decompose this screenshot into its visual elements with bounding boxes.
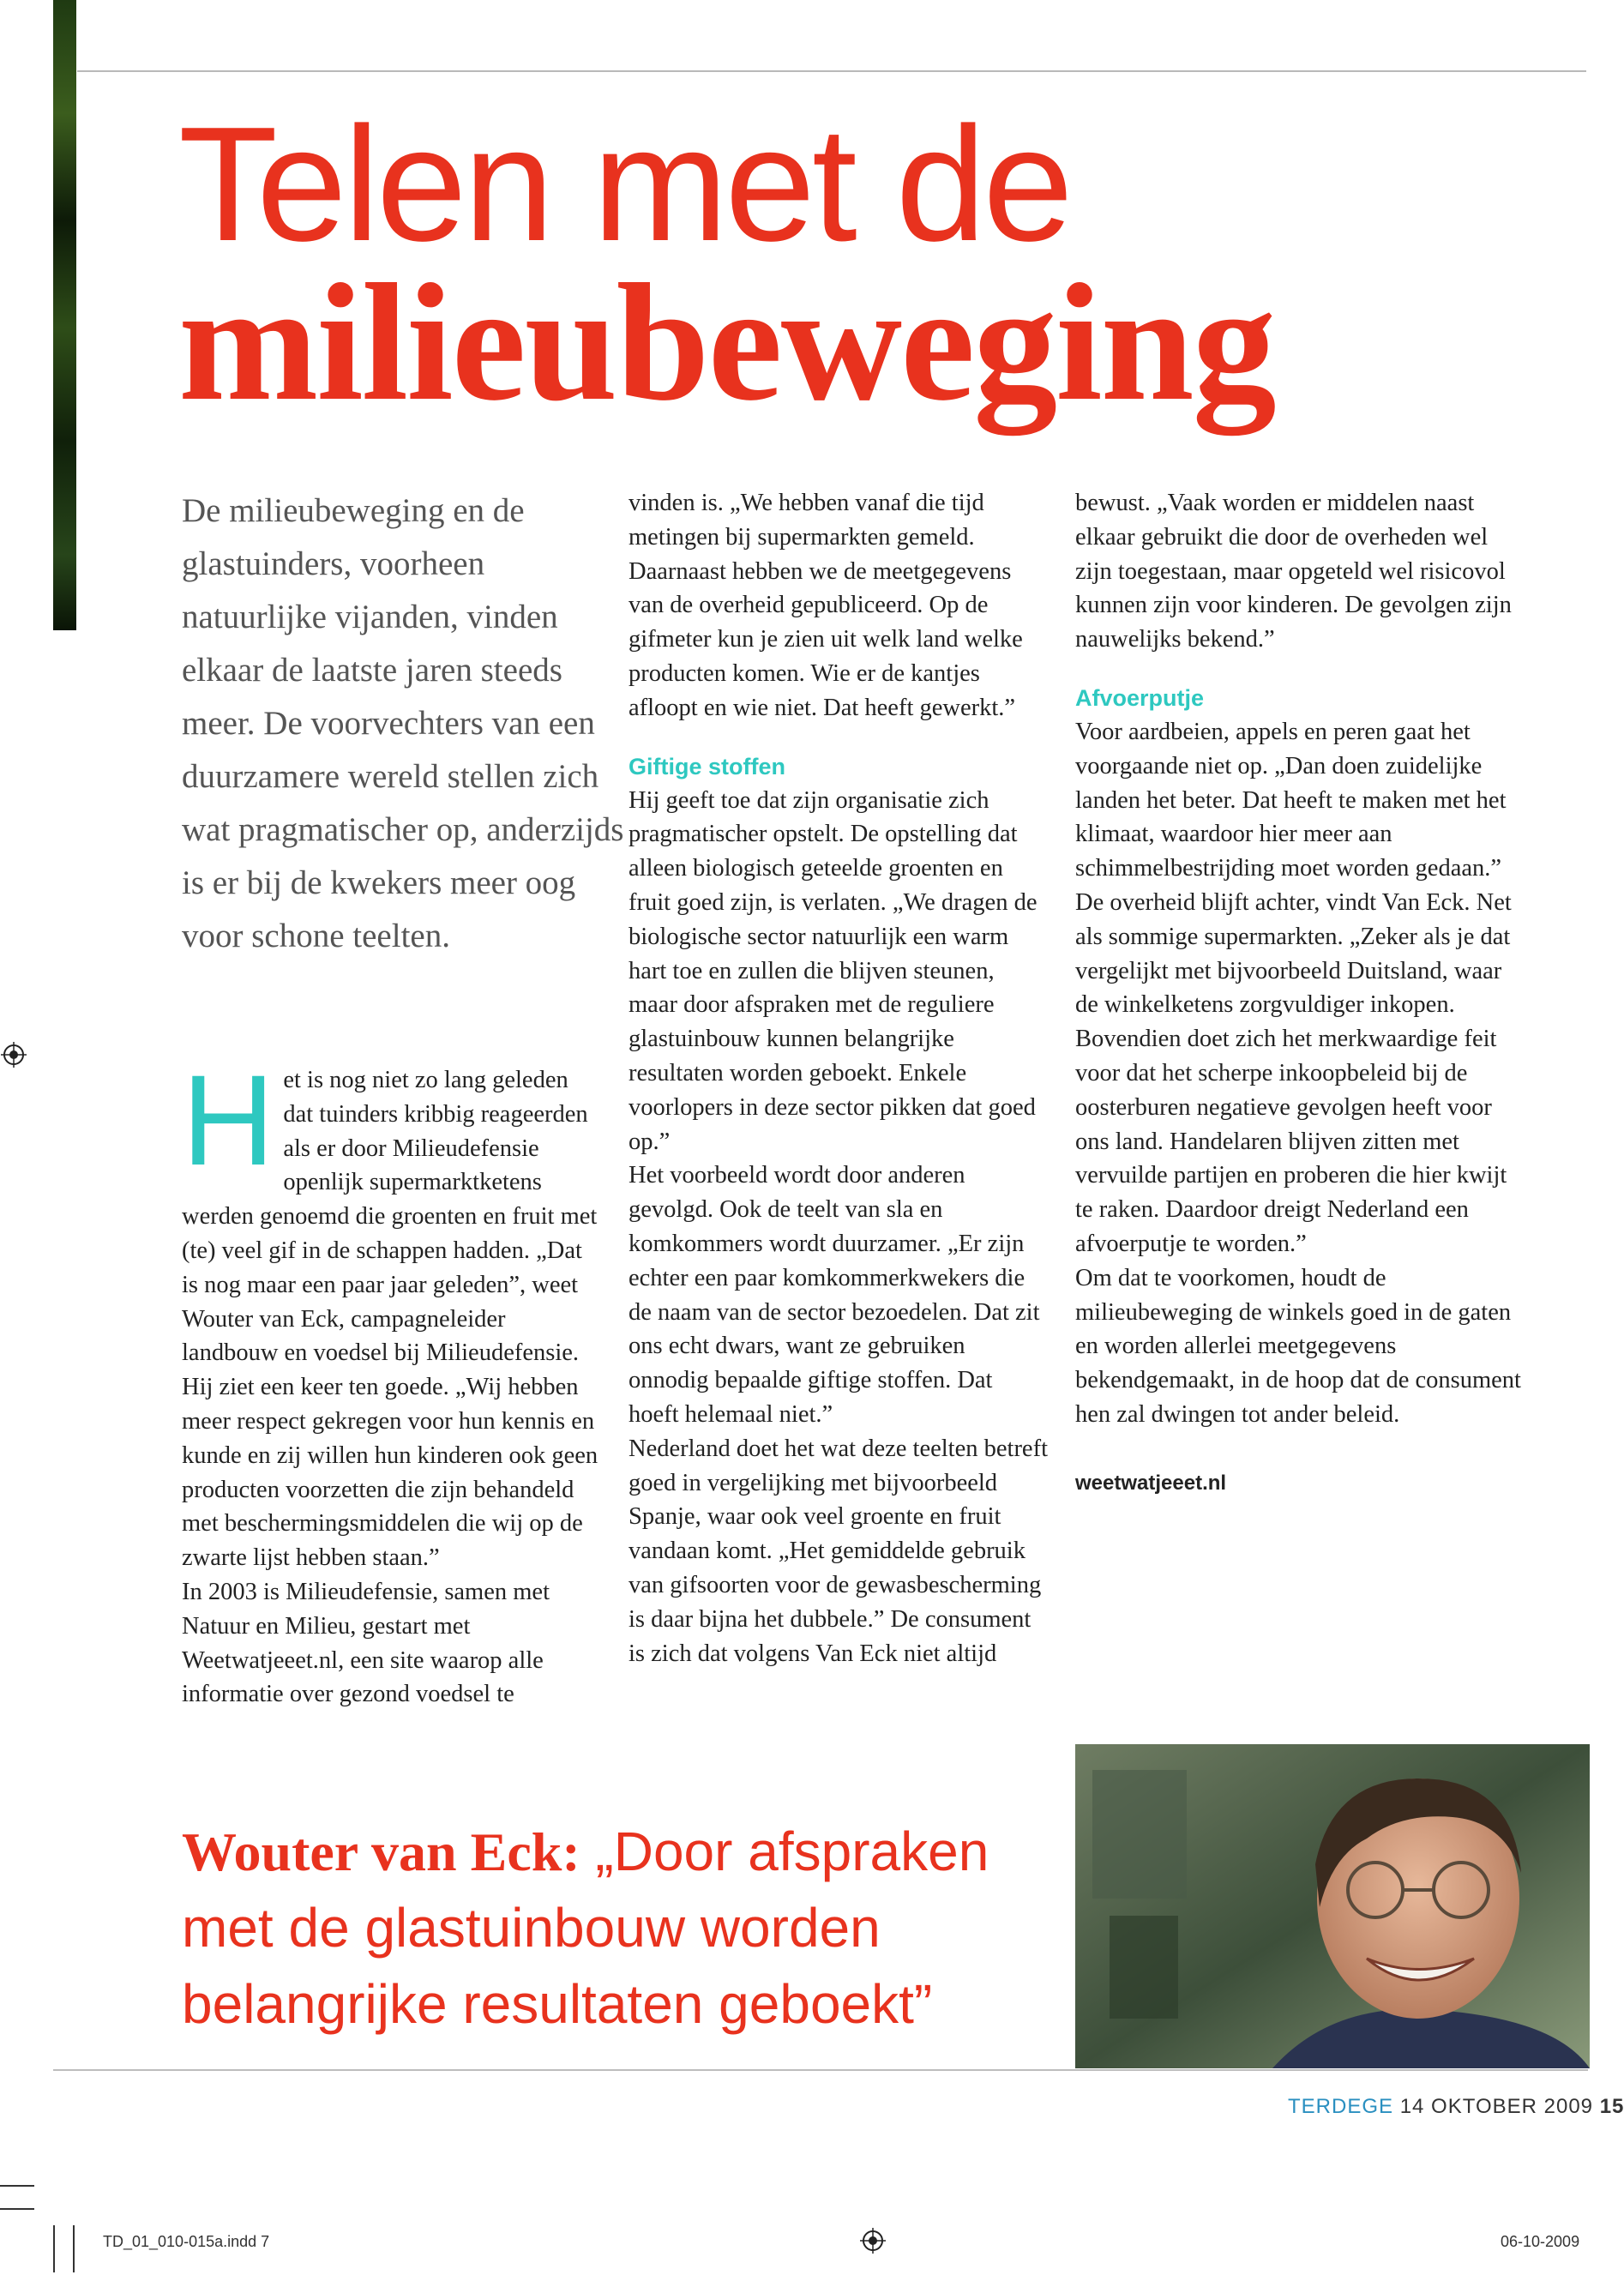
portrait-photo	[1075, 1744, 1590, 2068]
slug-filename: TD_01_010-015a.indd 7	[103, 2233, 270, 2250]
paragraph: Nederland doet het wat deze teelten betreft goed in vergelijking met bijvoorbeeld Spanje, waar ook veel groente en fruit vandaan komt. „Het gemiddelde gebruik van gifsoorten voor de gewasbescherming is daar bijna het dubbele.” De consument is zich dat volgens Van Eck niet altijd	[629, 1435, 1048, 1667]
paragraph: Om dat te voorkomen, houdt de milieubeweging de winkels goed in de gaten en worden allerlei meetgegevens bekendgemaakt, in de hoop dat de consument hen zal dwingen tot ander beleid.	[1075, 1264, 1521, 1428]
paragraph: Het voorbeeld wordt door anderen gevolgd. Ook de teelt van sla en komkommers wordt duurzamer. „Er zijn echter een paar komkommerkwekers die de naam van de sector bezoedelen. Dat zit ons echt dwars, want ze gebruiken onnodig bepaalde giftige stoffen. Dat hoeft helemaal niet.”	[629, 1162, 1040, 1428]
intro-text: De milieubeweging en de glastuinders, voorheen natuurlijke vijanden, vinden elkaar de laatste jaren steeds meer. De voorvechters van een duurzamere wereld stellen zich wat pragmatischer op, anderzijds is er bij de kwekers meer oog voor schone teelten.	[182, 492, 624, 954]
pull-quote-name: Wouter van Eck:	[182, 1821, 580, 1882]
column-2	[629, 486, 1049, 1670]
portrait-illustration	[1075, 1744, 1590, 2068]
paragraph: De overheid blijft achter, vindt Van Eck. Net als sommige supermarkten. „Zeker als je dat vergelijkt met bijvoorbeeld Duitsland, waar de winkelketens zorgvuldiger inkopen. Bovendien doet zich het merkwaardige feit voor dat het scherpe inkoopbeleid bij de oosterburen negatieve gevolgen heeft voor ons land. Handelaren blijven zitten met vervuilde partijen en proberen die hier kwijt te raken. Daardoor dreigt Nederland een afvoerputje te worden.”	[1075, 888, 1512, 1257]
paragraph-text: et is nog niet zo lang geleden dat tuinders kribbig reageerden als er door Milieudefensie openlijk supermarktketens werden genoemd die groenten en fruit met (te) veel gif in de schappen hadden. „Dat is nog maar een paar jaar geleden”, weet Wouter van Eck, campagneleider landbouw en voedsel bij Milieudefensie. Hij ziet een keer ten goede. „Wij hebben meer respect gekregen voor hun kennis en kunde en zij willen hun kinderen ook geen producten voorzetten die zijn behandeld met beschermingsmiddelen die wij op de zwarte lijst hebben staan.”	[182, 1067, 598, 1572]
page-footer	[1288, 2095, 1624, 2119]
paragraph: Voor aardbeien, appels en peren gaat het voorgaande niet op. „Dan doen zuidelijke landen het beter. Dat heeft te maken met het klimaat, waardoor hier meer aan schimmelbestrijding moet worden gedaan.”	[1075, 718, 1507, 882]
subheading-giftige-stoffen: Giftige stoffen	[629, 753, 785, 779]
intro-paragraph	[182, 484, 628, 963]
registration-mark-icon	[860, 2228, 886, 2254]
slug-date: 06-10-2009	[1501, 2233, 1580, 2250]
page-number: 15	[1599, 2095, 1624, 2118]
bottom-rule	[53, 2069, 1588, 2071]
paragraph	[182, 1048, 602, 1575]
crop-mark	[0, 2208, 34, 2210]
crop-mark	[73, 2225, 75, 2272]
headline-line2: milieubeweging	[178, 250, 1275, 436]
top-rule	[77, 70, 1586, 72]
column-1	[182, 1048, 602, 1712]
pull-quote-text: „Door afspraken met de glastuinbouw worden belangrijke resultaten geboekt”	[182, 1821, 989, 2035]
paragraph: Hij geeft toe dat zijn organisatie zich pragmatischer opstelt. De opstelling dat alleen biologisch geteelde groenten en fruit goed zijn, is verlaten. „We dragen de biologische sector natuurlijk een warm hart toe en zullen die blijven steunen, maar door afspraken met de reguliere glastuinbouw kunnen belangrijke resultaten worden geboekt. Enkele voorlopers in deze sector pikken dat goed op.”	[629, 786, 1038, 1155]
website-link[interactable]: weetwatjeeet.nl	[1075, 1471, 1227, 1495]
column-3	[1075, 486, 1521, 1501]
paragraph: vinden is. „We hebben vanaf die tijd metingen bij supermarkten gemeld. Daarnaast hebben we de meetgegevens van de overheid gepubliceerd. Op de gifmeter kun je zien uit welk land welke producten komen. Wie er de kantjes afloopt en wie niet. Dat heeft gewerkt.”	[629, 490, 1023, 721]
paragraph: In 2003 is Milieudefensie, samen met Natuur en Milieu, gestart met Weetwatjeeet.nl, een site waarop alle informatie over gezond voedsel te	[182, 1578, 550, 1708]
side-photo-strip	[53, 0, 76, 630]
paragraph: bewust. „Vaak worden er middelen naast elkaar gebruikt die door de overheden wel zijn toegestaan, maar opgeteld wel risicovol kunnen zijn voor kinderen. De gevolgen zijn nauwelijks bekend.”	[1075, 490, 1512, 653]
dropcap: H	[182, 1048, 275, 1192]
magazine-name: TERDEGE	[1288, 2095, 1394, 2118]
issue-date: 14 OKTOBER 2009	[1399, 2095, 1594, 2118]
pull-quote	[182, 1814, 1039, 2043]
registration-mark-icon	[1, 1042, 27, 1068]
crop-mark	[0, 2185, 34, 2187]
crop-mark	[53, 2225, 55, 2272]
subheading-afvoerputje: Afvoerputje	[1075, 684, 1205, 711]
headline-line1: Telen met de	[178, 93, 1070, 275]
